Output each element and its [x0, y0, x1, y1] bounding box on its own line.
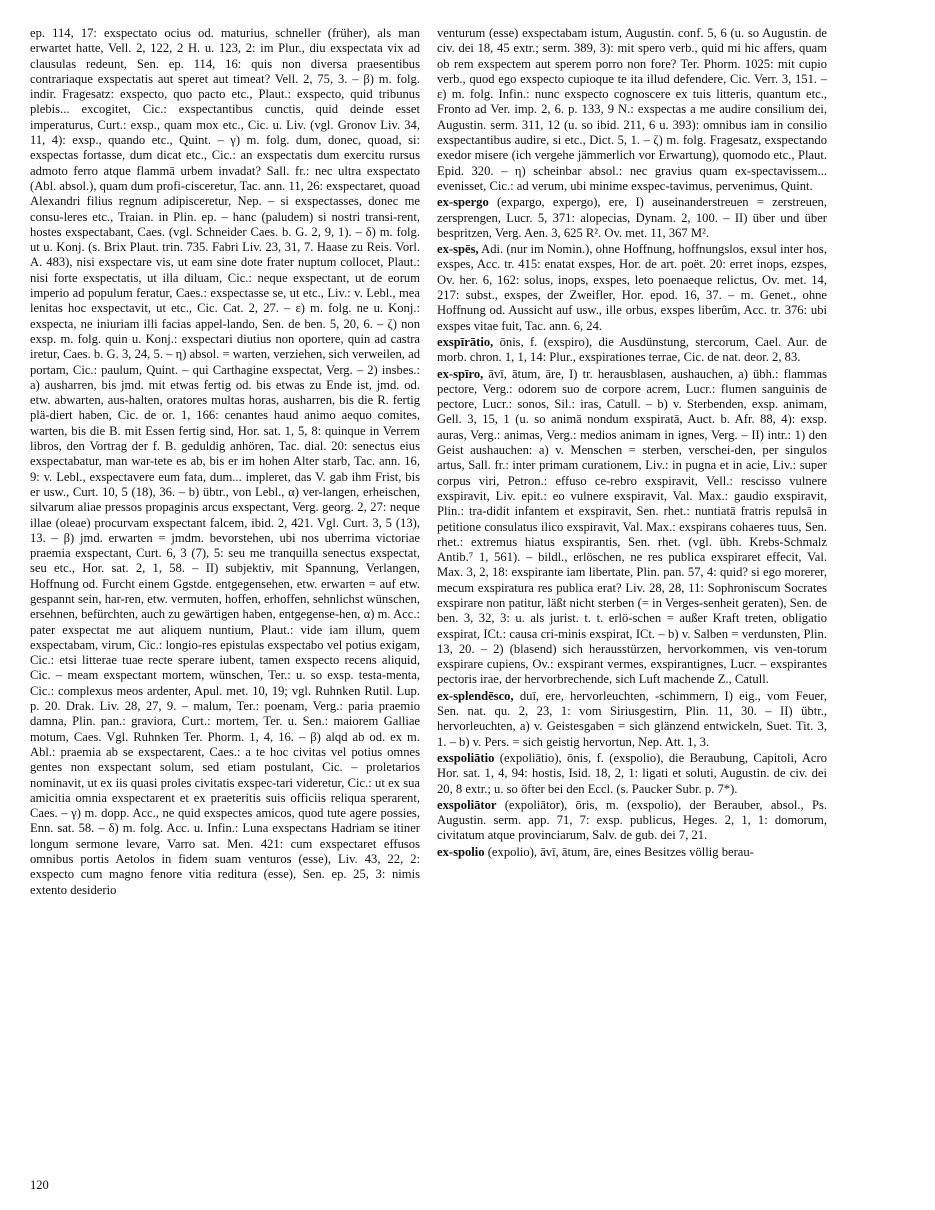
dictionary-entry: [437, 751, 827, 797]
entry-body: (expoliātio), ōnis, f. (exspolio), die Beraubung, Capitoli, Acro Hor. sat. 1, 4, 94: hostis, Isid. 18, 2, 1: ligati et soluti, Augustin. de civ. dei 20, 8 extr.; u. so öfter bei den Eccl. (s. Paucker Subr. p. 7*).: [437, 750, 827, 796]
entry-headword: ex-spīro,: [437, 366, 484, 381]
entry-headword: exspoliātio: [437, 750, 495, 765]
dictionary-entry: [437, 798, 827, 844]
left-column-text: ep. 114, 17: exspectato ocius od. maturius, schneller (früher), als man erwartet hatte, Vell. 2, 122, 2 H. u. 123, 2: im Plur., diu exspectata vix ad clausulas redeunt, Sen. ep. 114, 16: quis non diversa praesentibus contrariaque exspectatis aut speret aut timeat? Vell. 2, 75, 3. – β) m. folg. indir. Fragesatz: exspecto, quo pacto etc., Plaut.: exspecto, quid tribunus plebis... excogitet, Cic.: exspectantibus cunctis, quid deinde esset imperaturus, Curt.: exsp., quam mox etc., Cic. u. Liv. (vgl. Gronov Liv. 34, 11, 4): exsp., quando etc., Quint. – γ) m. folg. dum, donec, quoad, si: exspectas fortasse, dum dicat etc., Cic.: an exspectatis dum exercitu rursus admoto ferro atque flammā urbem invadat? Sall. fr.: nec ultra exspectato (Abl. absol.), quam dum profi-cisceretur, Tac. ann. 11, 26: exspectaret, quoad Alexandri filius regnum adipisceretur, Nep. – si exspectasses, donec me consu-leres etc., Traian. in Plin. ep. – hanc (paludem) si nostri transi-rent, hostes exspectabant, Caes. (vgl. Schneider Caes. b. G. 2, 9, 1). – δ) m. folg. ut u. Konj. (s. Brix Plaut. trin. 735. Fabri Liv. 23, 31, 7. Haase zu Reis. Vorl. A. 483), nisi exspectare vis, ut eam sine dote frater nuptum collocet, Plaut.: nisi forte exspectatis, ut illa diluam, Cic.: neque exspectant, ut de eorum imperio ad populum feratur, Caes.: exspectasse se, ut etc., Liv.: v. Lebl., mea lenitas hoc exspectavit, ut etc., Cic. Cat. 2, 27. – ε) m. folg. ne u. Konj.: exspecta, ne iniuriam illi facias appel-lando, Sen. de ben. 5, 20, 6. – ζ) non exsp. m. folg. quin u. Konj.: exspectari diutius non oportere, quin ad castra iretur, Caes. b. G. 3, 24, 5. – η) absol. = warten, verziehen, sich verweilen, ad portam, Cic.: paulum, Quint. – qui Carthagine exspectat, Verg. – 2) insbes.: a) ausharren, bis jmd. mit etwas fertig od. bis etwas zu Ende ist, jmd. od. etw. abwarten, aus-halten, oratores multas horas, ausharren, bis die R. fertig plä-diert haben, Cic. de or. 1, 166: cenantes haud animo aequo comites, warten, bis die B. mit Essen fertig sind, Hor. sat. 1, 5, 8: quinque in Verrem libros, den Vortrag der f. B. geduldig anhören, Tac. dial. 20: senectus eius exspectabatur, man war-tete es ab, bis er im hohen Alter starb, Tac. ann. 16, 9: v. Lebl., exspectavere eum fata, dum... impleret, das V. gab ihm Frist, bis er usw., Curt. 10, 5 (18), 36. – b) übtr., von Lebl., α) ver-langen, erheischen, silvarum aliae pressos propaginis arcus exspectant, Verg. georg. 2, 27: neque illae (oleae) procurvam exspectant falcem, ibid. 2, 421. Vgl. Curt. 3, 5 (13), 13. – β) jmd. erwarten = jmdm. bevorstehen, ubi nos uberrima victoriae praemia exspectant, Curt. 6, 3 (7), 5: seu me tranquilla senectus exspectat, seu etc., Hor. sat. 2, 1, 58. – II) subjektiv, mit Spannung, Verlangen, Hoffnung od. Furcht einem Ggstde. entgegensehen, etw. erwarten = auf etw. gespannt sein, har-ren, etw. vermuten, hoffen, erhoffen, sehnlichst wünschen, ersehnen, befürchten, auch zu gewärtigen haben, entgegense-hen, α) m. Acc.: pater exspectat me aut aliquem nuntium, Plaut.: vide iam illum, quem exspectabam, virum, Cic.: longio-res epistulas exspectabo vel potius exigam, Cic.: etsi litterae tuae recte sperare iubent, tamen exspecto recens aliquid, Cic. – meam exspectant mortem, wünschen, Ter.: u. so exsp. testa-menta, Cic.: complexus meos ardenter, Apul. met. 10, 19; vgl. Ruhnken Rutil. Lup. p. 20. Drak. Liv. 28, 27, 9. – malum, Ter.: poenam, Verg.: paria praemio damna, Plin. pan.: graviora, Curt.: mortem, Ter. u. Sen.: maiorem Galliae motum, Caes. Vgl. Ruhnken Ter. Phorm. 1, 4, 16. – β) alqd ab od. ex m. Abl.: praemia ab se exspectarent, Caes.: a te hoc civitas vel potius omnes gentes non exspectant solum, sed etiam postulant, Cic. – proletarios nominavit, ut ex iis quasi proles civitatis exspec-tari videretur, Cic.: ut ex sua amicitia omnia exspectarent et ex praeteritis suis officiis reliqua sperarent, Caes. – γ) m. dopp. Acc., ne quid exspectes amicos, quod tute agere possies, Enn. sat. 58. – δ) m. folg. Acc. u. Infin.: Luna exspectans Hadriam se itiner longum sermone levare, Varro sat. Men. 421: cum exspectaret effusos omnibus portis Aetolos in fidem suam venturos (esse), Liv. 43, 22, 2: exspecto cum magno fenore vitia reditura (esse), Sen. ep. 25, 3: nimis extento desiderio: [30, 26, 420, 897]
entry-body: āvī, ātum, āre, I) tr. herausblasen, aushauchen, a) übh.: flammas pectore, Verg.: odorem suo de corpore acrem, Lucr.: flumen sanguinis de pectore, Lucr.: sonos, Sil.: iras, Catull. – b) v. Sterbenden, exsp. animam, Gell. 3, 15, 1 (u. so animā nondum exspiratā, Auct. b. Afr. 88, 4): exsp. auras, Verg.: animas, Verg.: medios animam in ignes, Verg. – II) intr.: 1) den Geist aushauchen: a) v. Menschen = sterben, verschei-den, per singulos artus, Sall. fr.: inter primam curationem, Liv.: in pugna et in acie, Liv.: super corpus viri, Petron.: effuso ce-rebro exspiravit, Vell.: rescisso vulnere exspiravit, Liv. epit.: eo vulnere exspiravit, Val. Max.: gaudio exspiravit, Plin.: tra-didit infantem et exspiravit, Sen. rhet.: nuntiatā fratris repulsā in petitione consulatus ilico exspiravit, Val. Max.: exspirans cohaeres tuus, Sen. rhet.: extremus hiatus exspirantis, Sen. rhet. (vgl. übh. Krebs-Schmalz Antib.⁷ 1, 561). – bildl., erlöschen, ne res publica exspiraret effecit, Val. Max. 3, 2, 18: exspirante iam libertate, Plin. pan. 57, 4: quid? si ego morerer, mecum exspiratura res publica erat? Liv. 28, 28, 11: Sophroniscum Socrates exspirare non patitur, läßt nicht sterben (= in Verges-senheit geraten), Sen. de ben. 3, 32, 3: u. als jurist. t. t. erlö-schen = außer Kraft treten, obligatio exspirat, ICt.: causa cri-minis exspirat, ICt. – b) v. Salben = verdunsten, Plin. 13, 20. – 2) (blasend) sich herausstürzen, hervorkommen, vis ven-torum exspirare cupiens, Ov.: exspirant vermes, exspirantignes, Lucr. – exspirantes pectoris irae, der hervorbrechende, sich Luft machende Z., Catull.: [437, 366, 827, 687]
entry-body: Adi. (nur im Nomin.), ohne Hoffnung, hoffnungslos, exsul inter hos, exspes, Acc. tr. 415: enatat exspes, Hor. de art. poët. 20: erret inops, ezspes, Ov. her. 6, 162: solus, inops, exspes, leto poenaeque relictus, Ov. met. 14, 217: subst., exspes, der Zweifler, Hor. epod. 16, 37. – m. Genet., ohne Hoffnung od. Aussicht auf usw., ille orbus, exspes liberûm, Acc. tr. 376: ubi exspes vitae fuit, Tac. ann. 6, 24.: [437, 242, 827, 333]
entry-headword: ex-spēs,: [437, 242, 479, 257]
entry-headword: ex-spergo: [437, 195, 489, 210]
dictionary-entry: [437, 367, 827, 688]
entry-headword: ex-spolio: [437, 844, 485, 859]
entry-headword: exspoliātor: [437, 797, 497, 812]
entry-headword: exspīrātio,: [437, 334, 494, 349]
entry-headword: ex-splendēsco,: [437, 688, 514, 703]
dictionary-entry: [437, 242, 827, 334]
page-number: 120: [30, 1178, 49, 1192]
dictionary-entry: [437, 195, 827, 241]
dictionary-entry: [437, 689, 827, 750]
entry-body: (expargo, expergo), ere, I) auseinanderstreuen = zerstreuen, zersprengen, Lucr. 5, 371: alopecias, Dynam. 2, 100. – II) über und über bespritzen, Verg. Aen. 3, 625 R². Ov. met. 11, 367 M².: [437, 195, 827, 240]
entry-body: (expolio), āvī, ātum, āre, eines Besitzes völlig berau-: [487, 844, 754, 859]
entry-body: duī, ere, hervorleuchten, -schimmern, I) eig., vom Feuer, Sen. nat. qu. 2, 23, 1: vom Siriusgestirn, Plin. 11, 30. – II) übtr., hervorleuchten, a) v. Geistesgaben = sich glänzend entwickeln, Suet. Tit. 3, 1. – b) v. Pers. = sich geistig hervortun, Nep. Att. 1, 3.: [437, 688, 827, 749]
right-column-continuation: venturum (esse) exspectabam istum, Augustin. conf. 5, 6 (u. so Augustin. de civ. dei 18, 45 extr.; serm. 389, 3): mit spero verb., quid mi hic affers, quam ob rem exspectem aut sperem porro non fore? Ter. Phorm. 1025: mit cupio verb., quod ego exspecto cupioque te ita illud defendere, Cic. Verr. 3, 151. – ε) m. folg. Infin.: nunc exspecto cognoscere ex tuis litteris, quantum etc., Fronto ad Ver. imp. 2, 6. p. 133, 9 N.: exspectas a me audire consilium dei, Augustin. serm. 311, 12 (u. so ibid. 211, 6 u. 393): omnibus iam in consilio exspectantibus audire, si etc., Dict. 5, 1. – ζ) m. folg. Fragesatz, exspectando exedor misere (ich vergehe jämmerlich vor Erwartung), quomodo etc., Plaut. Epid. 320. – η) scheinbar absol.: nec gravius quam ex-spectavissem... evenisset, Cic.: ad verum, ubi minime exspec-tavimus, pervenimus, Quint.: [437, 26, 827, 193]
entry-body: ōnis, f. (exspiro), die Ausdünstung, stercorum, Cael. Aur. de morb. chron. 1, 1, 14: Plur., exspirationes terrae, Cic. de nat. deor. 2, 83.: [437, 334, 827, 365]
dictionary-entry: [437, 335, 827, 366]
left-column: [30, 26, 420, 898]
dictionary-entry: [437, 845, 827, 860]
right-column: [437, 26, 827, 860]
entry-body: (expoliātor), ōris, m. (exspolio), der Berauber, absol., Ps. Augustin. serm. app. 71, 7: exsp. publicus, Heges. 2, 1, 1: domorum, civitatum atque provinciarum, Salv. de gub. dei 7, 21.: [437, 797, 827, 843]
